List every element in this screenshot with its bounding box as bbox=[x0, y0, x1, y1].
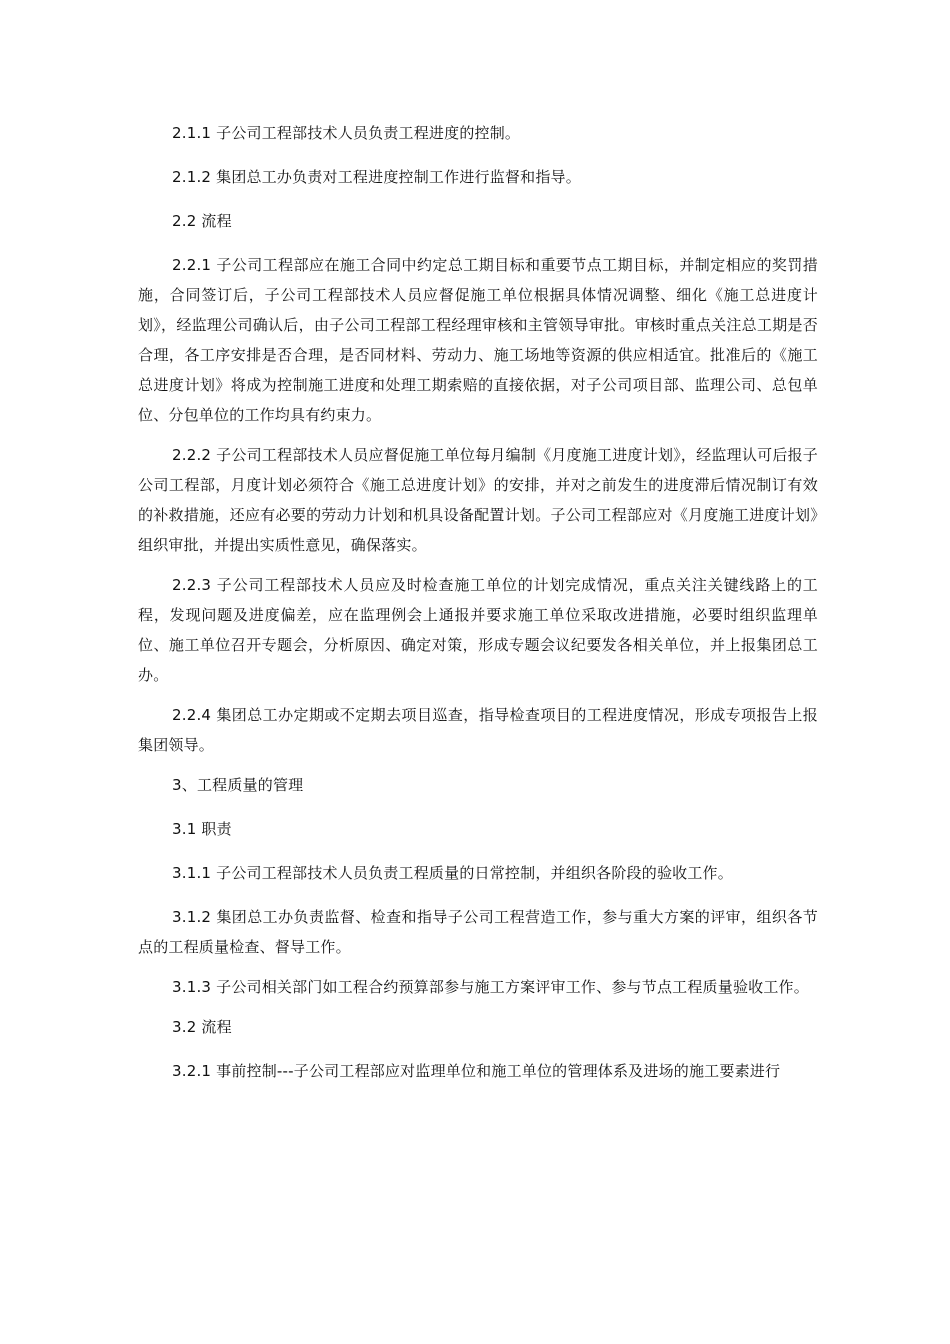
paragraph-2-2-1: 2.2.1 子公司工程部应在施工合同中约定总工期目标和重要节点工期目标，并制定相应的奖罚措施，合同签订后，子公司工程部技术人员应督促施工单位根据具体情况调整、细化《施工总进度计划》，经监理公司确认后，由子公司工程部工程经理审核和主管领导审批。审核时重点关注总工期是否合理，各工序安排是否合理，是否同材料、劳动力、施工场地等资源的供应相适宜。批准后的《施工总进度计划》将成为控制施工进度和处理工期索赔的直接依据，对子公司项目部、监理公司、总包单位、分包单位的工作均具有约束力。 bbox=[138, 256, 818, 424]
paragraph-3-1-3: 3.1.3 子公司相关部门如工程合约预算部参与施工方案评审工作、参与节点工程质量验收工作。 bbox=[172, 978, 809, 996]
document-body bbox=[138, 118, 818, 1100]
section-heading-3-2: 3.2 流程 bbox=[172, 1018, 232, 1036]
paragraph-2-2-3: 2.2.3 子公司工程部技术人员应及时检查施工单位的计划完成情况，重点关注关键线路上的工程，发现问题及进度偏差，应在监理例会上通报并要求施工单位采取改进措施，必要时组织监理单位、施工单位召开专题会，分析原因、确定对策，形成专题会议纪要发各相关单位，并上报集团总工办。 bbox=[138, 576, 818, 684]
paragraph-2-2-2: 2.2.2 子公司工程部技术人员应督促施工单位每月编制《月度施工进度计划》，经监理认可后报子公司工程部，月度计划必须符合《施工总进度计划》的安排，并对之前发生的进度滞后情况制订有效的补救措施，还应有必要的劳动力计划和机具设备配置计划。子公司工程部应对《月度施工进度计划》组织审批，并提出实质性意见，确保落实。 bbox=[138, 446, 818, 554]
paragraph-2-1-2: 2.1.2 集团总工办负责对工程进度控制工作进行监督和指导。 bbox=[172, 168, 581, 186]
section-heading-3-1: 3.1 职责 bbox=[172, 820, 232, 838]
paragraph-2-1-1: 2.1.1 子公司工程部技术人员负责工程进度的控制。 bbox=[172, 124, 521, 142]
paragraph-3-1-2: 3.1.2 集团总工办负责监督、检查和指导子公司工程营造工作，参与重大方案的评审，组织各节点的工程质量检查、督导工作。 bbox=[138, 908, 818, 956]
paragraph-2-2-4: 2.2.4 集团总工办定期或不定期去项目巡查，指导检查项目的工程进度情况，形成专项报告上报集团领导。 bbox=[138, 706, 818, 754]
paragraph-3-1-1: 3.1.1 子公司工程部技术人员负责工程质量的日常控制，并组织各阶段的验收工作。 bbox=[172, 864, 733, 882]
section-heading-3: 3、工程质量的管理 bbox=[172, 776, 304, 794]
paragraph-3-2-1: 3.2.1 事前控制---子公司工程部应对监理单位和施工单位的管理体系及进场的施工要素进行 bbox=[172, 1062, 781, 1080]
section-heading-2-2: 2.2 流程 bbox=[172, 212, 232, 230]
